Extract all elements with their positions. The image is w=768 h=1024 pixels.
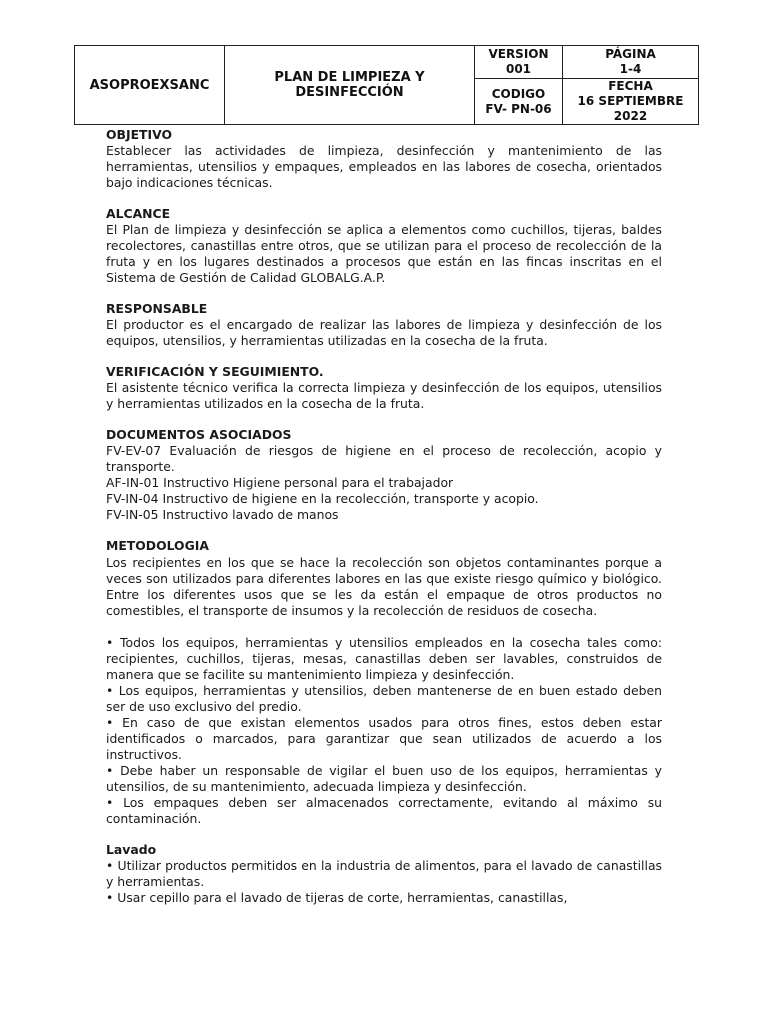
document-list-item: FV-IN-05 Instructivo lavado de manos bbox=[106, 507, 339, 522]
section-heading: RESPONSABLE bbox=[106, 301, 208, 316]
document-list-item: AF-IN-01 Instructivo Higiene personal para el trabajador bbox=[106, 475, 454, 490]
date-cell bbox=[563, 79, 699, 125]
section-lavado bbox=[106, 842, 662, 906]
bullet-item: • Todos los equipos, herramientas y utensilios empleados en la cosecha tales como: recipientes, cuchillos, tijeras, mesas, canastillas deben ser lavables, construidos de manera que se facilite su mantenimiento limpieza y desinfección. bbox=[106, 635, 662, 682]
section-objetivo bbox=[106, 127, 662, 191]
code-cell bbox=[475, 79, 563, 125]
date-value: 16 SEPTIEMBRE 2022 bbox=[577, 94, 684, 123]
organization-name: ASOPROEXSANC bbox=[75, 46, 225, 125]
version-value: 001 bbox=[505, 62, 532, 76]
document-body bbox=[106, 127, 662, 921]
version-label: VERSION bbox=[488, 47, 549, 61]
section-metodologia bbox=[106, 538, 662, 827]
section-text: El Plan de limpieza y desinfección se aplica a elementos como cuchillos, tijeras, baldes recolectores, canastillas entre otros, que se utilizan para el proceso de recolección de la fruta y en los lugares destinados a procesos que están en las fincas inscritas en el Sistema de Gestión de Calidad GLOBALG.A.P. bbox=[106, 222, 662, 285]
date-label: FECHA bbox=[608, 79, 653, 93]
section-verificacion bbox=[106, 364, 662, 412]
section-heading: ALCANCE bbox=[106, 206, 171, 221]
section-heading: VERIFICACIÓN Y SEGUIMIENTO. bbox=[106, 364, 324, 379]
document-title: PLAN DE LIMPIEZA Y DESINFECCIÓN bbox=[225, 46, 475, 125]
document-list-item: FV-EV-07 Evaluación de riesgos de higiene en el proceso de recolección, acopio y transporte. bbox=[106, 443, 662, 474]
document-list-item: FV-IN-04 Instructivo de higiene en la recolección, transporte y acopio. bbox=[106, 491, 539, 506]
code-label: CODIGO bbox=[491, 86, 546, 101]
bullet-item: • Los equipos, herramientas y utensilios, deben mantenerse de en buen estado deben ser de uso exclusivo del predio. bbox=[106, 683, 662, 714]
page-cell bbox=[563, 46, 699, 79]
page-value: 1-4 bbox=[619, 62, 642, 76]
section-text: El asistente técnico verifica la correcta limpieza y desinfección de los equipos, utensilios y herramientas utilizados en la cosecha de la fruta. bbox=[106, 380, 662, 411]
section-heading: Lavado bbox=[106, 842, 157, 857]
code-value: FV- PN-06 bbox=[485, 101, 552, 116]
section-heading: DOCUMENTOS ASOCIADOS bbox=[106, 427, 292, 442]
bullet-item: • Utilizar productos permitidos en la industria de alimentos, para el lavado de canastillas y herramientas. bbox=[106, 858, 662, 889]
bullet-item: • Usar cepillo para el lavado de tijeras de corte, herramientas, canastillas, bbox=[106, 890, 568, 905]
page-label: PÁGINA bbox=[605, 47, 656, 61]
document-header-table bbox=[74, 45, 699, 125]
section-heading: OBJETIVO bbox=[106, 127, 173, 142]
bullet-item: • Los empaques deben ser almacenados correctamente, evitando al máximo su contaminación. bbox=[106, 795, 662, 826]
section-text: Establecer las actividades de limpieza, desinfección y mantenimiento de las herramientas, utensilios y empaques, empleados en las labores de cosecha, orientados bajo indicaciones técnicas. bbox=[106, 143, 662, 190]
section-documentos-asociados bbox=[106, 427, 662, 523]
section-text: Los recipientes en los que se hace la recolección son objetos contaminantes porque a veces son utilizados para diferentes labores en las que existe riesgo químico y biológico. Entre los diferentes usos que se les da están el empaque de otros productos no comestibles, el transporte de insumos y la recolección de residuos de cosecha. bbox=[106, 555, 662, 618]
section-responsable bbox=[106, 301, 662, 349]
section-alcance bbox=[106, 206, 662, 286]
section-text: El productor es el encargado de realizar las labores de limpieza y desinfección de los equipos, utensilios, y herramientas utilizadas en la cosecha de la fruta. bbox=[106, 317, 662, 348]
version-cell bbox=[475, 46, 563, 79]
bullet-item: • Debe haber un responsable de vigilar el buen uso de los equipos, herramientas y utensilios, de su mantenimiento, adecuada limpieza y desinfección. bbox=[106, 763, 662, 794]
bullet-item: • En caso de que existan elementos usados para otros fines, estos deben estar identificados o marcados, para garantizar que sean utilizados de acuerdo a los instructivos. bbox=[106, 715, 662, 762]
section-heading: METODOLOGIA bbox=[106, 538, 209, 553]
